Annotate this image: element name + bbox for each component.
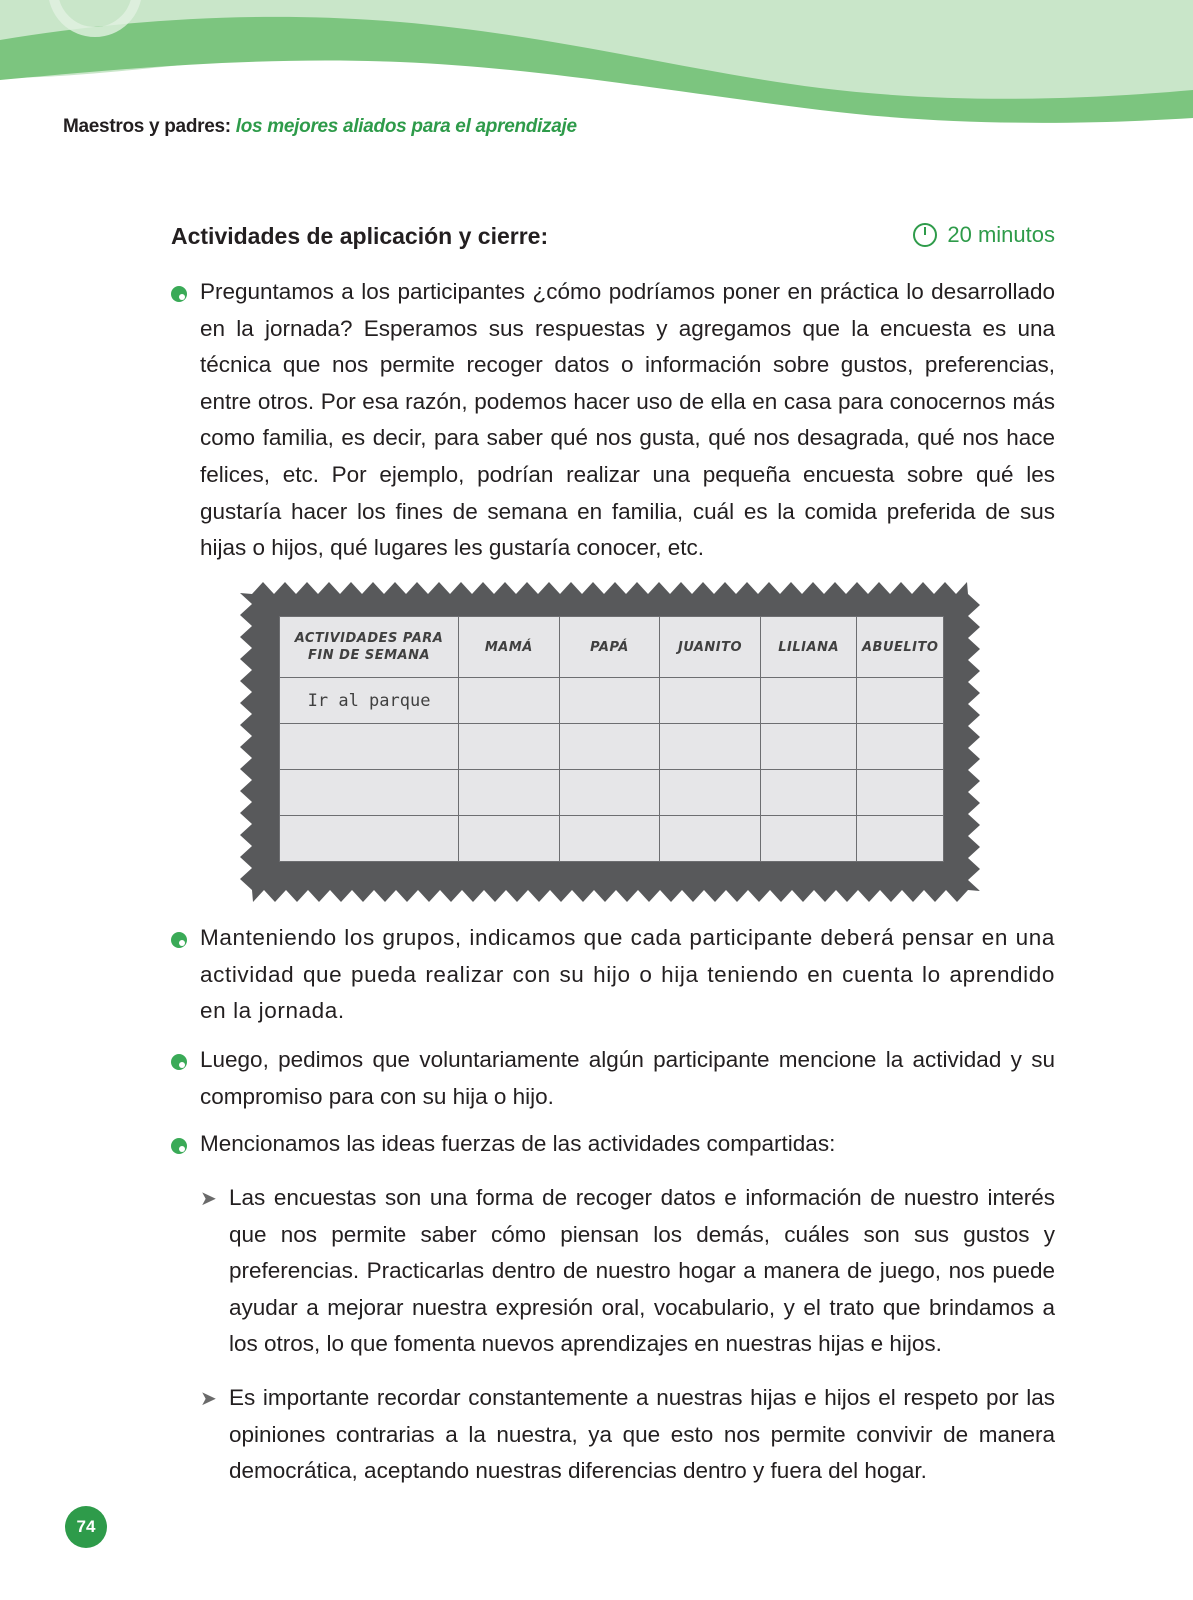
column-header: JUANITO: [660, 617, 761, 678]
table-cell: [660, 678, 761, 724]
table-cell: [280, 724, 459, 770]
table-header-row: [280, 617, 944, 678]
sub-bullet-text: Es importante recordar constantemente a nuestras hijas e hijos el respeto por las opiniones contrarias a la nuestra, ya que esto nos permite convivir de manera democrática, aceptando nuestras diferencias dentro y fuera del hogar.: [229, 1385, 1055, 1484]
bullet-icon: [171, 1138, 187, 1154]
sub-list-item: [200, 1180, 1055, 1363]
running-head-subtitle: los mejores aliados para el aprendizaje: [235, 116, 577, 137]
table-cell: [559, 770, 660, 816]
table-cell: [760, 770, 857, 816]
list-item: [171, 1042, 1055, 1115]
column-header: PAPÁ: [559, 617, 660, 678]
sub-bullet-text: Las encuestas son una forma de recoger datos e información de nuestro interés que nos permite saber cómo piensan los demás, cuáles son sus gustos y preferencias. Practicarlas dentro de nuestro hogar a manera de juego, nos puede ayudar a mejorar nuestra expresión oral, vocabulario, y el trato que brindamos a los otros, lo que fomenta nuevos aprendizajes en nuestras hijas e hijos.: [229, 1185, 1055, 1357]
bullet-text: Manteniendo los grupos, indicamos que cada participante deberá pensar en una actividad que pueda realizar con su hijo o hija teniendo en cuenta lo aprendido en la jornada.: [200, 925, 1055, 1024]
bullet-icon: [171, 286, 187, 302]
table-cell: [559, 678, 660, 724]
table-cell: [760, 816, 857, 862]
table-row: [280, 724, 944, 770]
table-cell: [660, 816, 761, 862]
list-item: [171, 274, 1055, 567]
table-cell: [559, 816, 660, 862]
table-cell: Ir al parque: [280, 678, 459, 724]
table-row: [280, 770, 944, 816]
bullet-text: Preguntamos a los participantes ¿cómo podríamos poner en práctica lo desarrollado en la jornada? Esperamos sus respuestas y agregamos que la encuesta es una técnica que nos permite recoger datos o información sobre gustos, preferencias, entre otros. Por esa razón, podemos hacer uso de ella en casa para conocernos más como familia, es decir, para saber qué nos gusta, qué nos desagrada, qué nos hace felices, etc. Por ejemplo, podrían realizar una pequeña encuesta sobre qué les gustaría hacer los fines de semana en familia, cuál es la comida preferida de sus hijas o hijos, qué lugares les gustaría conocer, etc.: [200, 279, 1055, 561]
table-cell: [857, 770, 944, 816]
table-cell: [559, 724, 660, 770]
column-header: ABUELITO: [857, 617, 944, 678]
table-cell: [280, 770, 459, 816]
clock-icon: [912, 222, 938, 248]
timer: [912, 222, 1055, 248]
table-cell: [660, 770, 761, 816]
list-item: [171, 1126, 1055, 1163]
table-cell: [459, 724, 560, 770]
bullet-icon: [171, 932, 187, 948]
chevron-right-icon: ➤: [200, 1388, 217, 1410]
bullet-text: Luego, pedimos que voluntariamente algún participante mencione la actividad y su compromiso para con su hija o hijo.: [200, 1047, 1055, 1109]
table-cell: [857, 724, 944, 770]
chevron-right-icon: ➤: [200, 1188, 217, 1210]
survey-table: [279, 616, 944, 862]
sub-list-item: [200, 1380, 1055, 1490]
table-row: [280, 816, 944, 862]
table-cell: [459, 678, 560, 724]
table-cell: [459, 816, 560, 862]
section-title: Actividades de aplicación y cierre:: [171, 223, 549, 249]
column-header: MAMÁ: [459, 617, 560, 678]
table-row: [280, 678, 944, 724]
table-cell: [459, 770, 560, 816]
running-head-title: Maestros y padres:: [63, 116, 231, 137]
bullet-icon: [171, 1054, 187, 1070]
page-number: 74: [65, 1506, 107, 1548]
table-cell: [280, 816, 459, 862]
table-cell: [660, 724, 761, 770]
header-wave-decoration: [0, 0, 1193, 125]
bullet-text: Mencionamos las ideas fuerzas de las actividades compartidas:: [200, 1131, 836, 1156]
table-cell: [760, 724, 857, 770]
table-cell: [857, 678, 944, 724]
running-head: [63, 116, 577, 138]
timer-text: 20 minutos: [947, 222, 1055, 247]
list-item: [171, 920, 1055, 1030]
table-cell: [857, 816, 944, 862]
table-cell: [760, 678, 857, 724]
column-header: LILIANA: [760, 617, 857, 678]
column-header: ACTIVIDADES PARA FIN DE SEMANA: [280, 617, 459, 678]
